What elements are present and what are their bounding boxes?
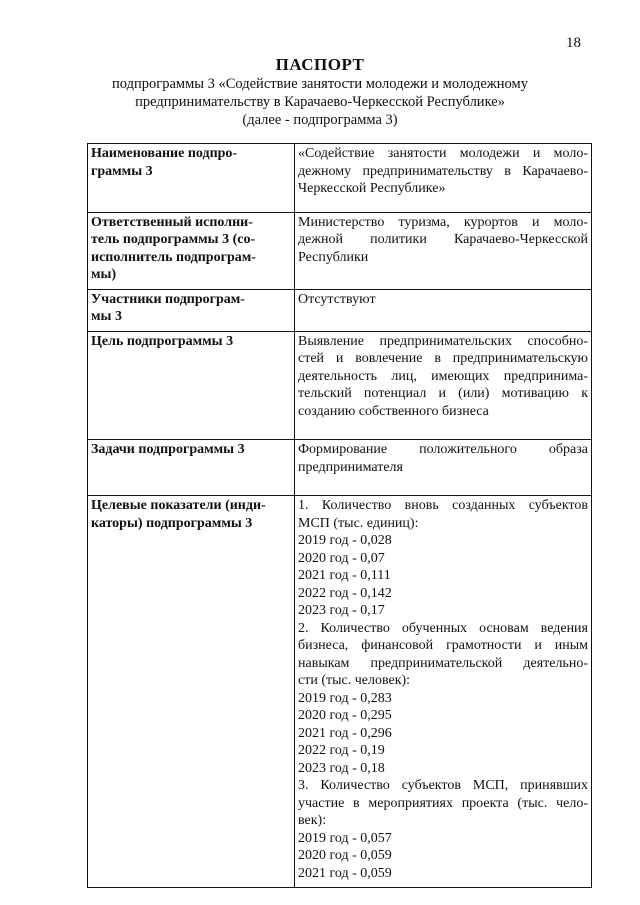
passport-row — [88, 331, 592, 440]
passport-row — [88, 440, 592, 496]
row-label-line: исполнитель подпрограм- — [91, 249, 256, 265]
row-label-line: мы 3 — [91, 309, 122, 324]
row-label-line: Целевые показатели (инди- — [91, 498, 266, 513]
row-value-line: 2019 год - 0,057 — [298, 830, 392, 846]
row-value-line: МСП (тыс. единиц): — [298, 515, 419, 531]
row-value — [295, 212, 592, 289]
passport-row — [88, 289, 592, 331]
row-label-line: Участники подпрограм- — [91, 291, 245, 307]
row-value — [295, 289, 592, 331]
row-value — [295, 440, 592, 496]
row-label — [88, 496, 295, 888]
passport-table — [87, 143, 592, 888]
row-value-line: Формирование положительного образа — [298, 442, 588, 457]
row-label-line: мы) — [91, 267, 117, 282]
row-label-line: Цель подпрограммы 3 — [91, 333, 234, 349]
row-value-line: Министерство туризма, курортов и моло- — [298, 214, 588, 230]
row-value-line: стей и вовлечение в предпринимательскую — [298, 351, 588, 366]
row-label — [88, 331, 295, 440]
page-number: 18 — [566, 35, 581, 51]
row-label — [88, 144, 295, 213]
passport-row — [88, 144, 592, 213]
row-value-line: участие в мероприятиях проекта (тыс. чело- — [298, 795, 588, 811]
passport-table-body — [88, 144, 592, 888]
row-value-line: 2021 год - 0,059 — [298, 865, 392, 881]
row-value-line: Республики — [298, 249, 369, 265]
row-value-line: 2019 год - 0,028 — [298, 533, 392, 548]
row-value — [295, 496, 592, 888]
row-value-line: 2021 год - 0,111 — [298, 568, 391, 583]
row-value-line: дежной политики Карачаево-Черкесской — [298, 232, 588, 247]
document-header — [70, 55, 570, 129]
document-title: ПАСПОРТ — [275, 55, 365, 74]
row-label — [88, 212, 295, 289]
row-value — [295, 144, 592, 213]
row-value-line: 2020 год - 0,059 — [298, 848, 392, 863]
row-value-line: Отсутствуют — [298, 291, 376, 307]
row-value-line: 1. Количество вновь созданных субъектов — [298, 498, 588, 513]
row-value-line: «Содействие занятости молодежи и моло- — [298, 146, 588, 161]
subtitle-line: предпринимательству в Карачаево-Черкесской Республике» — [135, 94, 505, 110]
row-value-line: 2. Количество обученных основам ведения — [298, 620, 588, 636]
row-value-line: 3. Количество субъектов МСП, принявших — [298, 778, 588, 793]
subtitle-line: подпрограммы 3 «Содействие занятости молодежи и молодежному — [112, 76, 528, 92]
row-label — [88, 289, 295, 331]
row-value-line: 2022 год - 0,142 — [298, 585, 392, 601]
row-value-line: 2023 год - 0,18 — [298, 760, 385, 776]
row-value-line: 2019 год - 0,283 — [298, 690, 392, 706]
row-value — [295, 331, 592, 440]
row-value-line: дежному предпринимательству в Карачаево- — [298, 163, 588, 179]
passport-row — [88, 212, 592, 289]
row-value-line: 2020 год - 0,295 — [298, 708, 392, 723]
subtitle-line: (далее - подпрограмма 3) — [242, 112, 398, 128]
row-value-line: век): — [298, 813, 327, 828]
row-value-line: Черкесской Республике» — [298, 181, 446, 196]
row-label-line: граммы 3 — [91, 163, 153, 179]
row-label-line: Ответственный исполни- — [91, 214, 253, 230]
row-value-line: сти (тыс. человек): — [298, 673, 411, 688]
row-value-line: 2022 год - 0,19 — [298, 743, 385, 758]
row-label-line: Задачи подпрограммы 3 — [91, 442, 245, 457]
row-label-line: каторы) подпрограммы 3 — [91, 515, 253, 531]
row-value-line: бизнеса, финансовой грамотности и иным — [298, 638, 588, 653]
row-value-line: 2023 год - 0,17 — [298, 603, 385, 618]
row-label-line: тель подпрограммы 3 (со- — [91, 232, 256, 247]
row-label — [88, 440, 295, 496]
row-value-line: созданию собственного бизнеса — [298, 403, 489, 419]
row-value-line: предпринимателя — [298, 459, 403, 475]
row-value-line: навыкам предпринимательской деятельно- — [298, 655, 588, 671]
row-value-line: тельский потенциал и (или) мотивацию к — [298, 386, 588, 401]
row-value-line: деятельность лиц, имеющих предпринима- — [298, 368, 588, 384]
row-label-line: Наименование подпро- — [91, 146, 238, 161]
row-value-line: Выявление предпринимательских способно- — [298, 333, 588, 349]
row-value-line: 2021 год - 0,296 — [298, 725, 392, 741]
row-value-line: 2020 год - 0,07 — [298, 550, 385, 566]
passport-row — [88, 496, 592, 888]
